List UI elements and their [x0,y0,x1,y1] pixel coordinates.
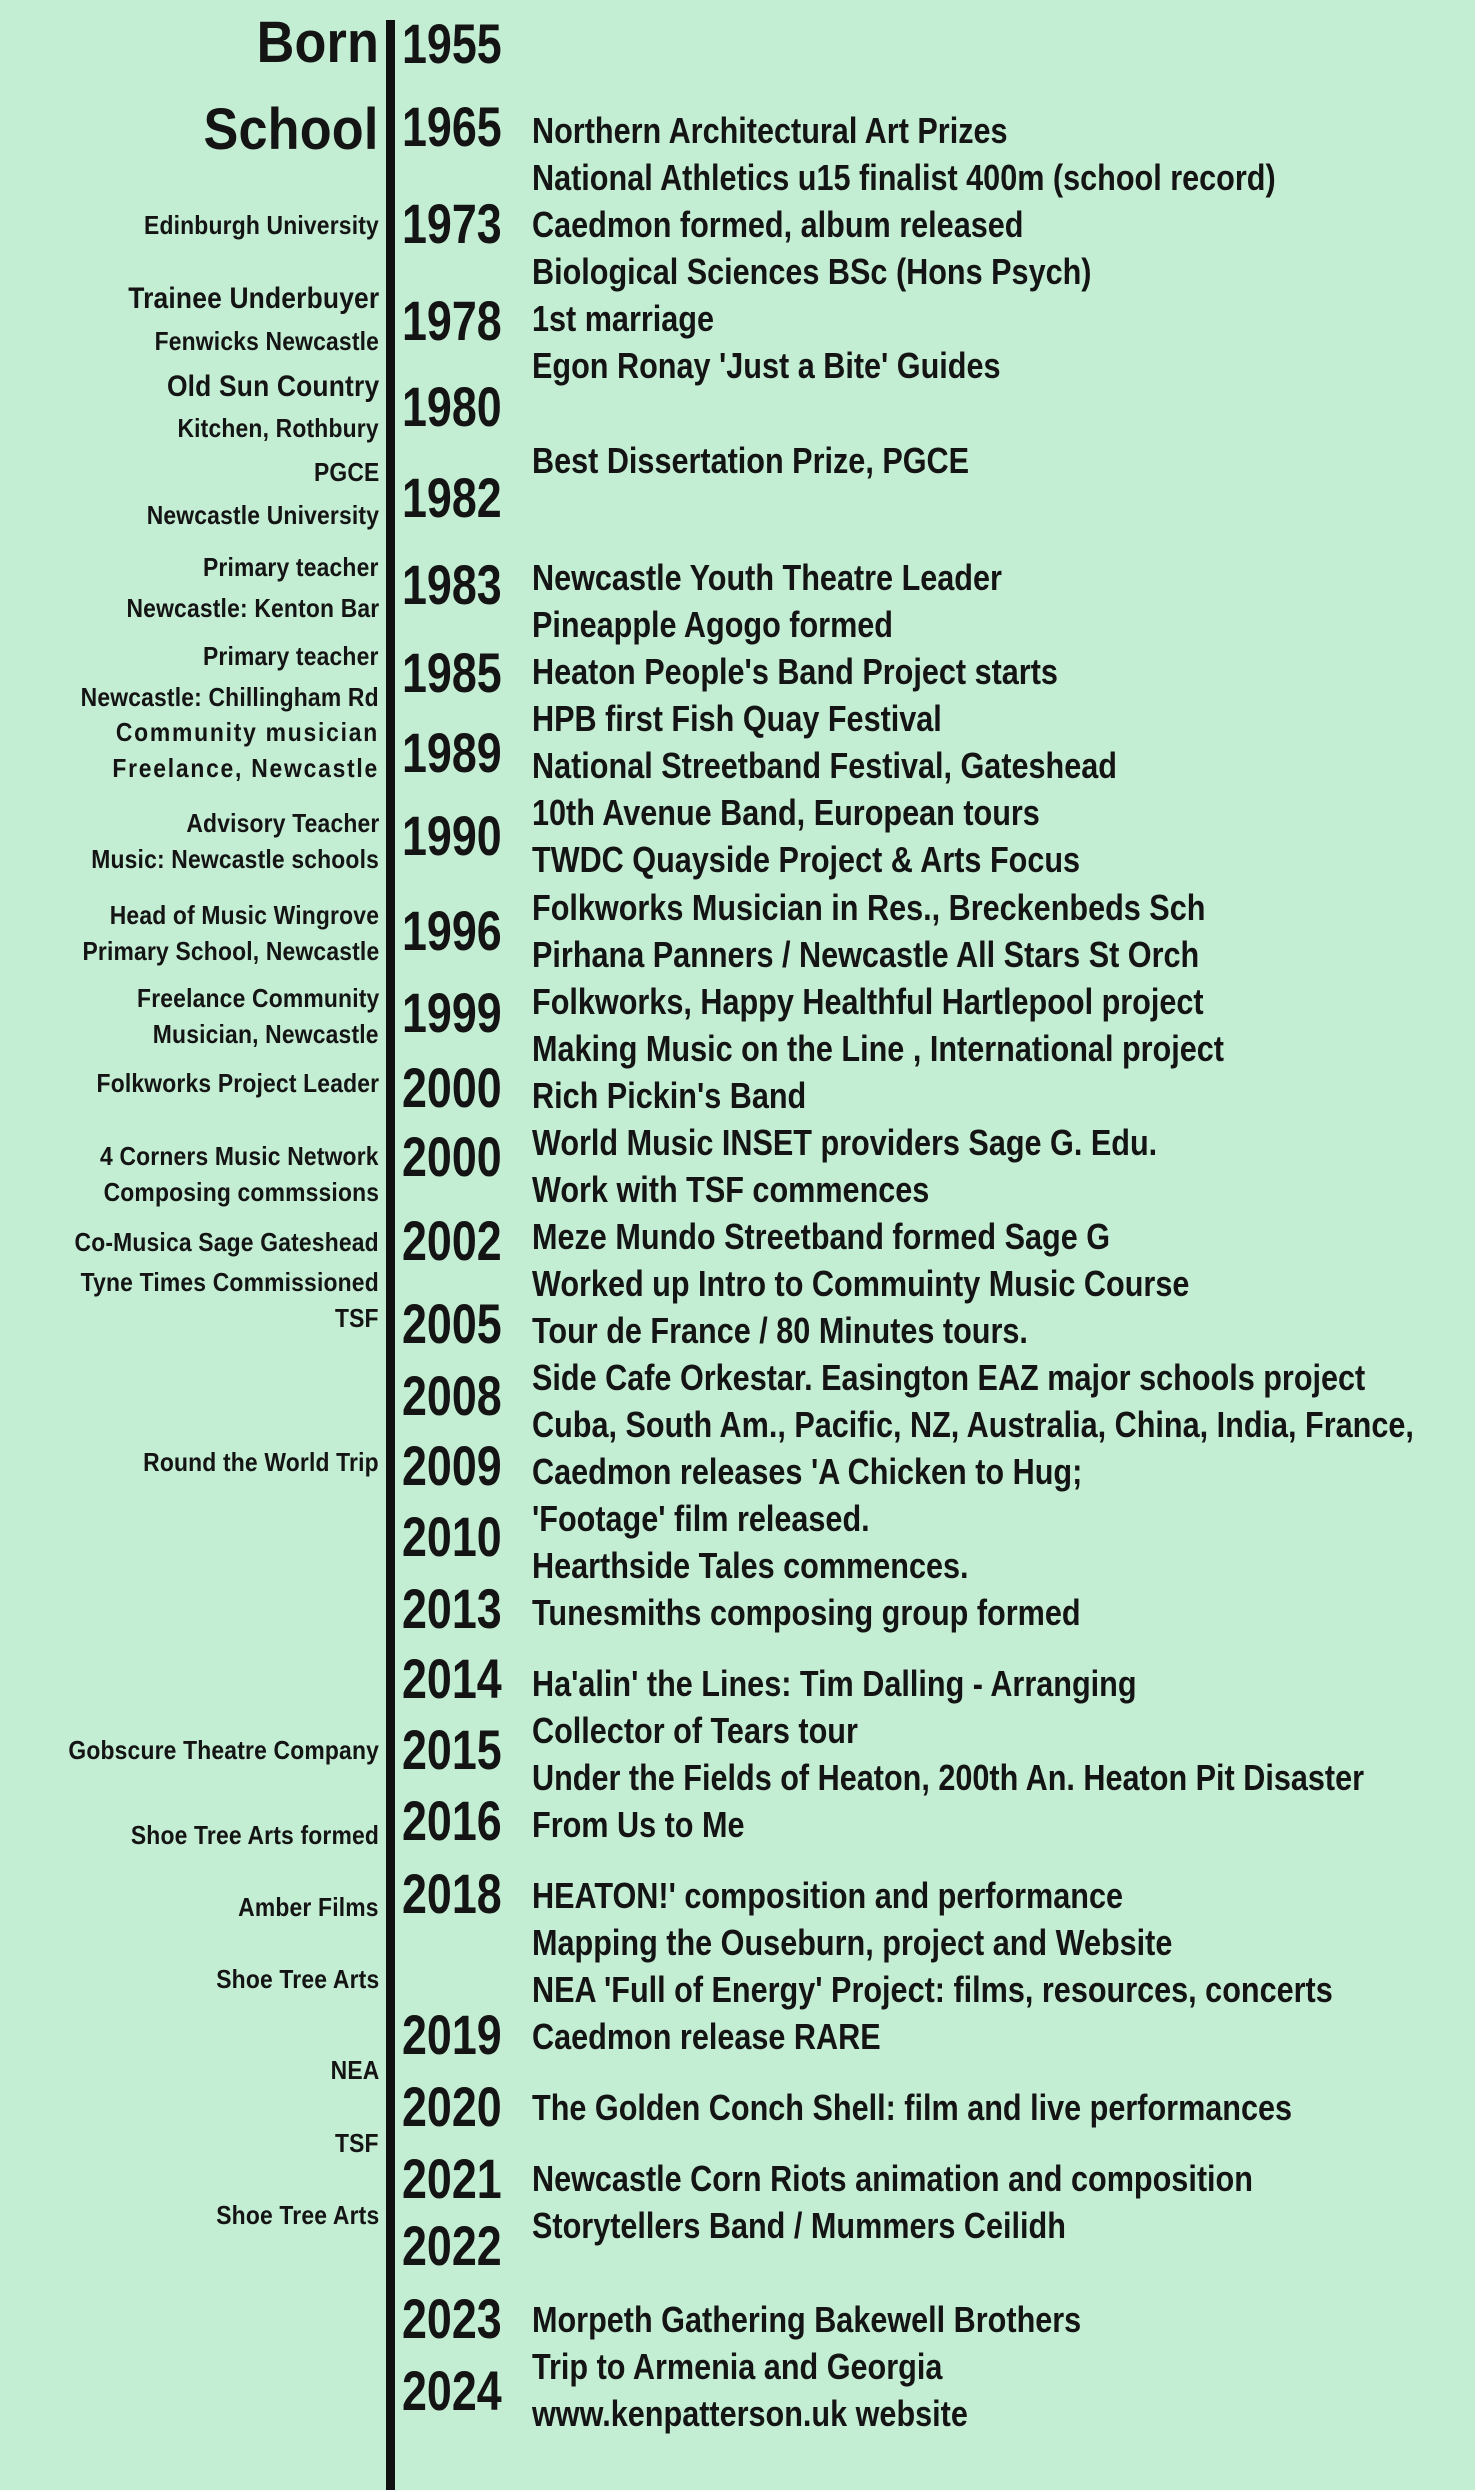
event-text: Best Dissertation Prize, PGCE [532,440,970,481]
year-label: 2019 [402,2003,502,2066]
event-text: National Streetband Festival, Gateshead [532,745,1117,786]
event-text: www.kenpatterson.uk website [532,2393,968,2434]
left-label: Newcastle: Kenton Bar [126,593,379,623]
left-label: Community musician [115,717,379,747]
year-label: 2008 [402,1364,502,1427]
left-label: Born [256,10,379,75]
year-label: 2002 [402,1209,502,1272]
left-label: Freelance, Newcastle [112,753,379,783]
event-text: Cuba, South Am., Pacific, NZ, Australia, China, India, France, [532,1404,1414,1445]
event-text: Mapping the Ouseburn, project and Website [532,1922,1173,1963]
event-text: Trip to Armenia and Georgia [532,2346,943,2387]
year-label: 1985 [402,641,502,704]
left-label: Fenwicks Newcastle [154,326,379,356]
left-label: Musician, Newcastle [153,1019,379,1049]
event-text: The Golden Conch Shell: film and live performances [532,2087,1293,2128]
left-label: Advisory Teacher [185,808,379,838]
left-label: Primary School, Newcastle [82,936,379,966]
event-text: Newcastle Corn Riots animation and composition [532,2158,1253,2199]
year-label: 2022 [402,2214,502,2277]
event-text: 1st marriage [532,298,715,339]
event-text: Tunesmiths composing group formed [532,1592,1081,1633]
event-text: Caedmon formed, album released [532,204,1024,245]
left-label: Amber Films [238,1892,379,1922]
event-text: Ha'alin' the Lines: Tim Dalling - Arranging [532,1663,1137,1704]
left-label: School [203,97,379,162]
left-label: TSF [335,2128,379,2158]
left-label: Old Sun Country [166,370,379,403]
event-text: TWDC Quayside Project & Arts Focus [532,839,1081,880]
event-text: Meze Mundo Streetband formed Sage G [532,1216,1111,1257]
year-label: 2015 [402,1718,502,1781]
left-label: TSF [335,1303,379,1333]
left-label: Shoe Tree Arts [215,1964,379,1994]
left-label: NEA [330,2055,379,2085]
year-label: 1999 [402,981,502,1044]
year-label: 2023 [402,2287,502,2350]
event-text: Worked up Intro to Commuinty Music Course [532,1263,1190,1304]
year-label: 2000 [402,1056,502,1119]
left-label: Composing commssions [103,1177,379,1207]
event-text: Side Cafe Orkestar. Easington EAZ major schools project [532,1357,1366,1398]
event-text: World Music INSET providers Sage G. Edu. [532,1122,1158,1163]
left-label: Edinburgh University [144,210,379,240]
year-label: 1980 [402,375,502,438]
year-label: 2018 [402,1862,502,1925]
left-label: Gobscure Theatre Company [68,1735,379,1765]
event-text: 10th Avenue Band, European tours [532,792,1040,833]
year-label: 1973 [402,192,502,255]
event-text: Rich Pickin's Band [532,1075,807,1116]
event-text: National Athletics u15 finalist 400m (school record) [532,157,1276,198]
event-text: Folkworks, Happy Healthful Hartlepool project [532,981,1204,1022]
year-label: 2010 [402,1505,502,1568]
left-label: Tyne Times Commissioned [80,1267,379,1297]
event-text: Pineapple Agogo formed [532,604,893,645]
left-label: Newcastle University [146,500,379,530]
event-text: Hearthside Tales commences. [532,1545,969,1586]
event-text: 'Footage' film released. [532,1498,870,1539]
left-label: PGCE [313,457,379,487]
left-label: Kitchen, Rothbury [177,413,379,443]
event-text: Work with TSF commences [532,1169,930,1210]
event-text: Making Music on the Line , International project [532,1028,1224,1069]
left-label: Primary teacher [203,552,379,582]
year-label: 2020 [402,2075,502,2138]
event-text: From Us to Me [532,1804,745,1845]
event-text: HPB first Fish Quay Festival [532,698,942,739]
event-text: Egon Ronay 'Just a Bite' Guides [532,345,1001,386]
year-label: 2013 [402,1577,502,1640]
left-label: Folkworks Project Leader [96,1068,379,1098]
left-label: 4 Corners Music Network [100,1141,379,1171]
year-label: 2014 [402,1647,502,1710]
year-label: 2009 [402,1434,502,1497]
event-text: Collector of Tears tour [532,1710,858,1751]
year-label: 2016 [402,1789,502,1852]
year-label: 1983 [402,553,502,616]
event-text: Biological Sciences BSc (Hons Psych) [532,251,1092,292]
year-label: 2000 [402,1125,502,1188]
left-label: Music: Newcastle schools [91,844,379,874]
event-text: Northern Architectural Art Prizes [532,110,1008,151]
year-label: 1990 [402,804,502,867]
year-label: 1955 [402,12,502,75]
event-text: Caedmon releases 'A Chicken to Hug; [532,1451,1083,1492]
year-label: 2021 [402,2147,502,2210]
timeline-line [386,20,395,2490]
left-label: Primary teacher [203,641,379,671]
year-label: 1978 [402,289,502,352]
left-label: Round the World Trip [143,1447,379,1477]
event-text: Under the Fields of Heaton, 200th An. Heaton Pit Disaster [532,1757,1365,1798]
event-text: Morpeth Gathering Bakewell Brothers [532,2299,1082,2340]
year-label: 1989 [402,721,502,784]
year-label: 2024 [402,2359,502,2422]
left-label: Head of Music Wingrove [109,900,379,930]
event-text: HEATON!' composition and performance [532,1875,1124,1916]
event-text: Folkworks Musician in Res., Breckenbeds Sch [532,887,1206,928]
event-text: Storytellers Band / Mummers Ceilidh [532,2205,1066,2246]
event-text: Tour de France / 80 Minutes tours. [532,1310,1028,1351]
year-label: 1996 [402,899,502,962]
left-label: Trainee Underbuyer [127,282,379,315]
left-label: Newcastle: Chillingham Rd [80,682,379,712]
left-label: Freelance Community [136,983,379,1013]
event-text: Caedmon release RARE [532,2016,881,2057]
event-text: NEA 'Full of Energy' Project: films, resources, concerts [532,1969,1333,2010]
event-text: Heaton People's Band Project starts [532,651,1058,692]
year-label: 2005 [402,1292,502,1355]
year-label: 1965 [402,95,502,158]
event-text: Newcastle Youth Theatre Leader [532,557,1002,598]
left-label: Shoe Tree Arts [215,2200,379,2230]
year-label: 1982 [402,466,502,529]
left-label: Shoe Tree Arts formed [130,1820,379,1850]
left-label: Co-Musica Sage Gateshead [74,1227,379,1257]
event-text: Pirhana Panners / Newcastle All Stars St Orch [532,934,1200,975]
